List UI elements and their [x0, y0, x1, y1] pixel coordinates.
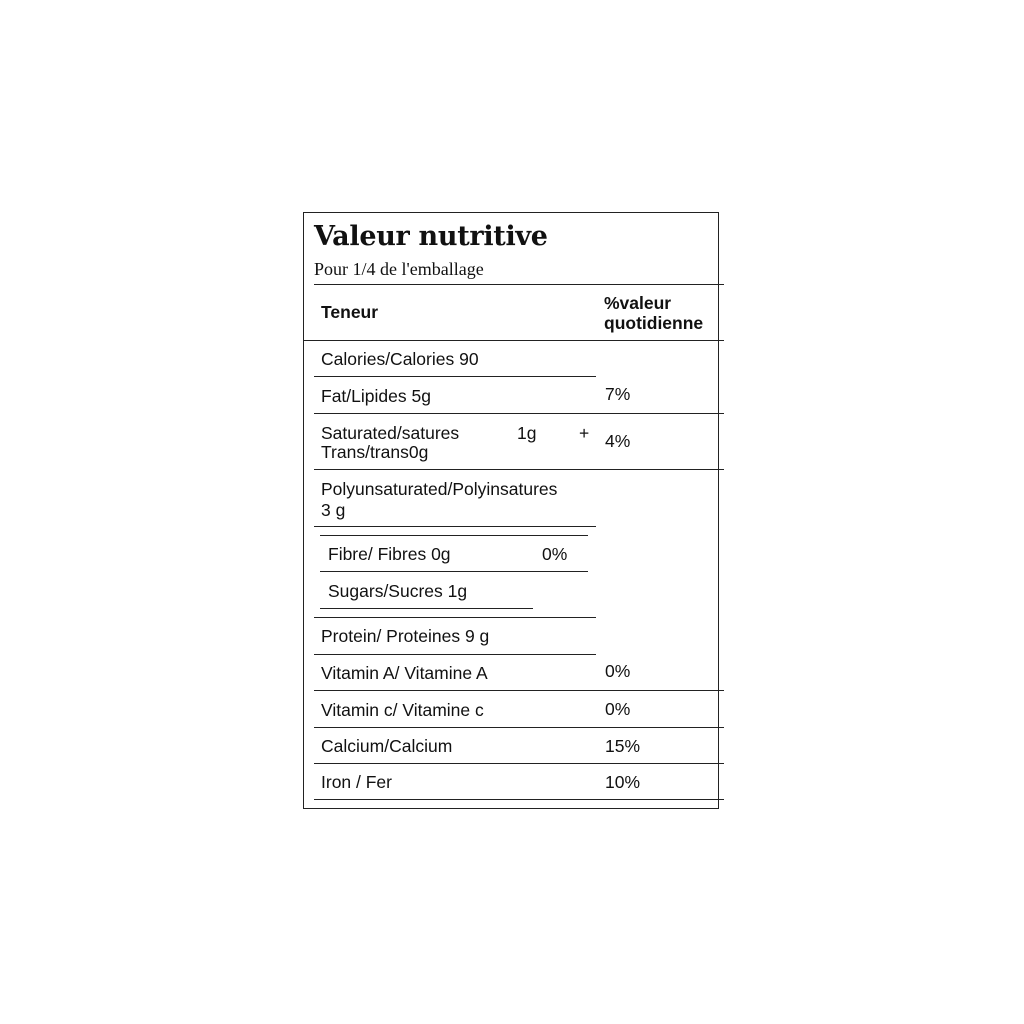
divider: [320, 571, 588, 572]
row-vitamin-a: Vitamin A/ Vitamine A: [321, 663, 488, 683]
nutrition-facts-label: [303, 212, 719, 809]
header-daily-value-line2: quotidienne: [604, 313, 704, 333]
row-polyunsaturated-line2: 3 g: [321, 500, 346, 520]
divider: [314, 799, 724, 800]
divider: [304, 340, 724, 341]
label-title: Valeur nutritive: [314, 221, 548, 252]
divider: [314, 654, 596, 655]
divider: [314, 469, 724, 470]
row-calcium: Calcium/Calcium: [321, 736, 453, 756]
row-calories: Calories/Calories 90: [321, 349, 479, 369]
row-vitamin-c: Vitamin c/ Vitamine c: [321, 700, 484, 720]
row-fibre: Fibre/ Fibres 0g: [328, 544, 451, 564]
header-daily-value-line1: %valeur: [604, 293, 672, 313]
row-vitamin-c-dv: 0%: [605, 699, 631, 719]
row-vitamin-a-dv: 0%: [605, 661, 631, 681]
row-plus-sign: +: [579, 423, 590, 443]
serving-size: Pour 1/4 de l'emballage: [314, 259, 484, 279]
row-iron: Iron / Fer: [321, 772, 392, 792]
row-polyunsaturated-line1: Polyunsaturated/Polyinsatures: [321, 479, 558, 499]
row-fibre-dv: 0%: [542, 544, 568, 564]
row-calcium-dv: 15%: [605, 736, 641, 756]
divider: [314, 413, 724, 414]
divider: [314, 526, 596, 527]
divider: [320, 535, 588, 536]
row-sugars: Sugars/Sucres 1g: [328, 581, 468, 601]
divider: [314, 727, 724, 728]
row-saturated: Saturated/satures: [321, 423, 460, 443]
row-protein: Protein/ Proteines 9 g: [321, 626, 490, 646]
row-sat-trans-dv: 4%: [605, 431, 631, 451]
row-fat-dv: 7%: [605, 384, 631, 404]
divider: [314, 617, 596, 618]
divider: [314, 376, 596, 377]
row-trans: Trans/trans0g: [321, 442, 429, 462]
row-iron-dv: 10%: [605, 772, 641, 792]
divider: [314, 284, 724, 285]
row-fat: Fat/Lipides 5g: [321, 386, 431, 406]
header-amount: Teneur: [321, 302, 379, 322]
divider: [314, 690, 724, 691]
row-saturated-amount: 1g: [517, 423, 537, 443]
divider: [320, 608, 533, 609]
divider: [314, 763, 724, 764]
